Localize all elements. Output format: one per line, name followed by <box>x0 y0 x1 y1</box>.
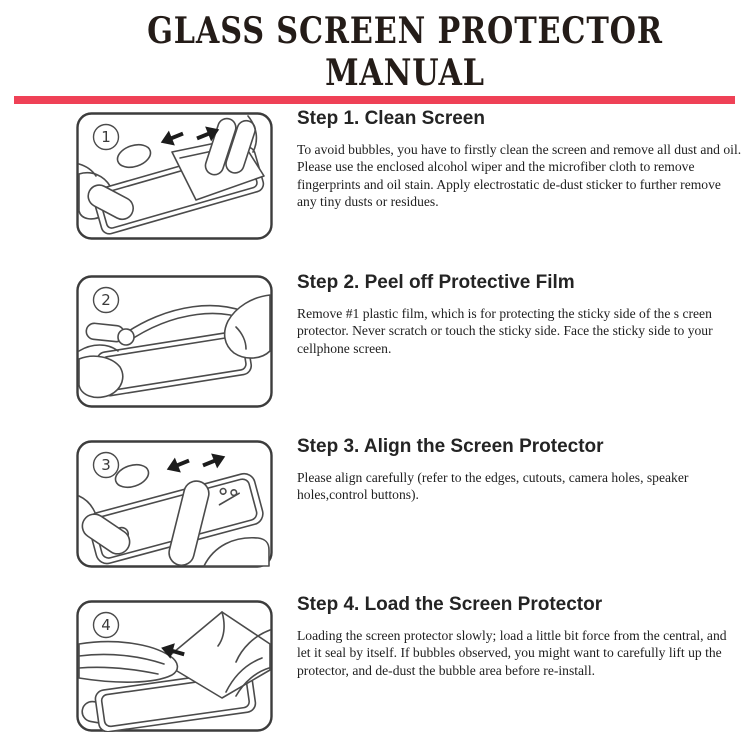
step-2-illustration <box>76 275 273 413</box>
step-3-heading: Step 3. Align the Screen Protector <box>297 436 604 457</box>
svg-text:4: 4 <box>101 616 111 634</box>
step-number-badge <box>94 453 119 478</box>
svg-text:2: 2 <box>101 291 111 309</box>
step-1-body: To avoid bubbles, you have to firstly clean the screen and remove all dust and oil. Please use the enclosed alcohol wiper and the microfiber cloth to remove fingerprints and oil stain. Apply electrostatic de-dust sticker to further remove any tiny dusts or residues. <box>297 142 742 209</box>
svg-text:1: 1 <box>101 128 111 146</box>
step-1-heading: Step 1. Clean Screen <box>297 108 485 129</box>
page-title <box>60 10 750 94</box>
step-1-illustration <box>76 112 273 245</box>
step-4-text <box>297 594 742 679</box>
step-1-text <box>297 108 742 210</box>
step-2-body: Remove #1 plastic film, which is for protecting the sticky side of the s creen protector. Never scratch or touch the sticky side. Face the sticky side to your cellphone screen. <box>297 306 713 356</box>
step-number-badge <box>94 125 119 150</box>
step-number-badge <box>94 613 119 638</box>
step-2-heading: Step 2. Peel off Protective Film <box>297 272 575 293</box>
step-4-illustration <box>76 600 273 737</box>
title-line-2: MANUAL <box>325 52 485 94</box>
step-4-heading: Step 4. Load the Screen Protector <box>297 594 603 615</box>
step-2-text <box>297 272 742 357</box>
step-3-body: Please align carefully (refer to the edges, cutouts, camera holes, speaker holes,control buttons). <box>297 470 689 503</box>
step-4-body: Loading the screen protector slowly; load a little bit force from the central, and let it seal by itself. If bubbles observed, you might want to carefully lift up the protector, and de-dust the bubble area before re-install. <box>297 628 727 678</box>
red-divider-rule <box>14 96 735 104</box>
step-3-text <box>297 436 742 504</box>
step-3-illustration <box>76 440 273 573</box>
step-number-badge <box>94 288 119 313</box>
title-line-1: GLASS SCREEN PROTECTOR <box>147 10 663 52</box>
svg-text:3: 3 <box>101 456 111 474</box>
